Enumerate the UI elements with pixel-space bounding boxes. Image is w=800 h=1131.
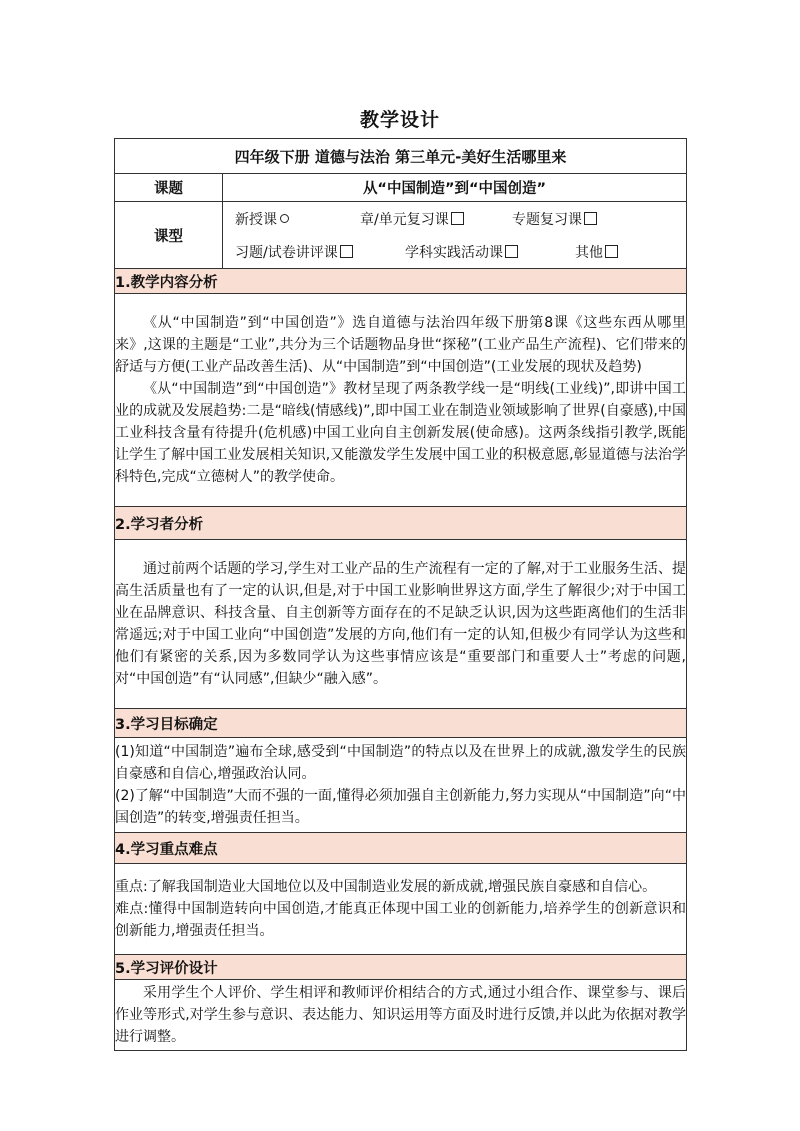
lesson-type-option[interactable] <box>575 242 618 262</box>
section-title-content-analysis: 1.教学内容分析 <box>115 269 687 294</box>
document-title: 教学设计 <box>359 109 440 131</box>
lesson-type-options-row-1 <box>223 202 686 235</box>
topic-row <box>115 174 687 202</box>
section-title-learner-analysis: 2.学习者分析 <box>115 507 687 540</box>
section-title-learning-objectives: 3.学习目标确定 <box>115 709 687 738</box>
paragraph: 重点:了解我国制造业大国地位以及中国制造业发展的新成就,增强民族自豪感和自信心。 <box>115 879 657 895</box>
topic-value: 从“中国制造”到“中国创造” <box>223 174 687 202</box>
option-label: 学科实践活动课 <box>405 244 503 261</box>
lesson-type-options <box>223 202 687 269</box>
paragraph: 难点:懂得中国制造转向中国创造,才能真正体现中国工业的创新能力,培养学生的创新意识和创新能力,增强责任担当。 <box>115 901 686 939</box>
paragraph: 通过前两个话题的学习,学生对工业产品的生产流程有一定的了解,对于工业服务生活、提高生活质量也有了一定的认识,但是,对于中国工业影响世界这方面,学生了解很少;对于中国工业在品牌意识、科技含量、自主创新等方面存在的不足缺乏认识,因为这些距离他们的生活非常遥远;对于中国工业向“中国创造”发展的方向,他们有一定的认知,但极少有同学认为这些和他们有紧密的关系,因为多数同学认为这些事情应该是“重要部门和重要人士”考虑的问题,对“中国创造”有“认同感”,但缺少“融入感”。 <box>115 561 686 687</box>
checkbox-icon <box>605 245 618 258</box>
checkbox-icon <box>505 245 518 258</box>
option-label: 章/单元复习课 <box>360 211 449 228</box>
paragraph: (2)了解“中国制造”大而不强的一面,懂得必须加强自主创新能力,努力实现从“中国制造”向“中国创造”的转变,增强责任担当。 <box>115 788 686 826</box>
lesson-type-option[interactable] <box>405 242 575 262</box>
option-label: 专题复习课 <box>512 211 582 228</box>
topic-label: 课题 <box>115 174 223 202</box>
lesson-type-row <box>115 202 687 269</box>
section-body-row <box>115 738 687 833</box>
section-body-key-points <box>115 864 687 955</box>
section-body-row <box>115 864 687 955</box>
paragraph: (1)知道“中国制造”遍布全球,感受到“中国制造”的特点以及在世界上的成就,激发学生的民族自豪感和自信心,增强政治认同。 <box>115 744 686 782</box>
option-label: 习题/试卷讲评课 <box>235 244 338 261</box>
paragraph: 《从“中国制造”到“中国创造”》教材呈现了两条教学线一是“明线(工业线)”,即讲中国工业的成就及发展趋势:二是“暗线(情感线)”,即中国工业在制造业领域影响了世界(自豪感),中国工业科技含量有待提升(危机感)中国工业向自主创新发展(使命感)。这两条线指引教学,既能让学生了解中国工业发展相关知识,又能激发学生发展中国工业的积极意愿,彰显道德与法治学科特色,完成“立德树人”的教学使命。 <box>115 381 686 485</box>
course-header: 四年级下册 道德与法治 第三单元-美好生活哪里来 <box>115 139 687 174</box>
section-body-evaluation-design <box>115 980 687 1051</box>
course-header-row <box>115 139 687 174</box>
section-header-row <box>115 269 687 294</box>
section-header-row <box>115 955 687 980</box>
section-title-evaluation-design: 5.学习评价设计 <box>115 955 687 980</box>
section-body-content-analysis <box>115 294 687 507</box>
lesson-type-label: 课型 <box>115 202 223 269</box>
paragraph: 采用学生个人评价、学生相评和教师评价相结合的方式,通过小组合作、课堂参与、课后作业等形式,对学生参与意识、表达能力、知识运用等方面及时进行反馈,并以此为依据对教学进行调整。 <box>115 985 686 1045</box>
option-label: 其他 <box>575 244 603 261</box>
section-header-row <box>115 833 687 864</box>
section-body-row <box>115 294 687 507</box>
lesson-type-option[interactable] <box>360 209 512 229</box>
lesson-type-options-row-2 <box>223 235 686 268</box>
section-header-row <box>115 507 687 540</box>
checkbox-icon <box>584 212 597 225</box>
section-body-row <box>115 980 687 1051</box>
lesson-type-option[interactable] <box>235 242 405 262</box>
section-body-learner-analysis <box>115 540 687 709</box>
paragraph: 《从“中国制造”到“中国创造”》选自道德与法治四年级下册第8课《这些东西从哪里来》,这课的主题是“工业”,共分为三个话题物品身世“探秘”(工业产品生产流程)、它们带来的舒适与方便(工业产品改善生活)、从“中国制造”到“中国创造”(工业发展的现状及趋势) <box>115 315 686 375</box>
section-body-learning-objectives <box>115 738 687 833</box>
checkbox-icon <box>340 245 353 258</box>
lesson-type-option[interactable] <box>512 209 597 229</box>
section-title-key-points: 4.学习重点难点 <box>115 833 687 864</box>
section-body-row <box>115 540 687 709</box>
checkbox-icon <box>451 212 464 225</box>
section-header-row <box>115 709 687 738</box>
lesson-type-option[interactable] <box>235 209 360 229</box>
option-label: 新授课 <box>235 211 277 228</box>
lesson-plan-table <box>114 138 687 1051</box>
selected-circle-icon <box>280 214 289 223</box>
